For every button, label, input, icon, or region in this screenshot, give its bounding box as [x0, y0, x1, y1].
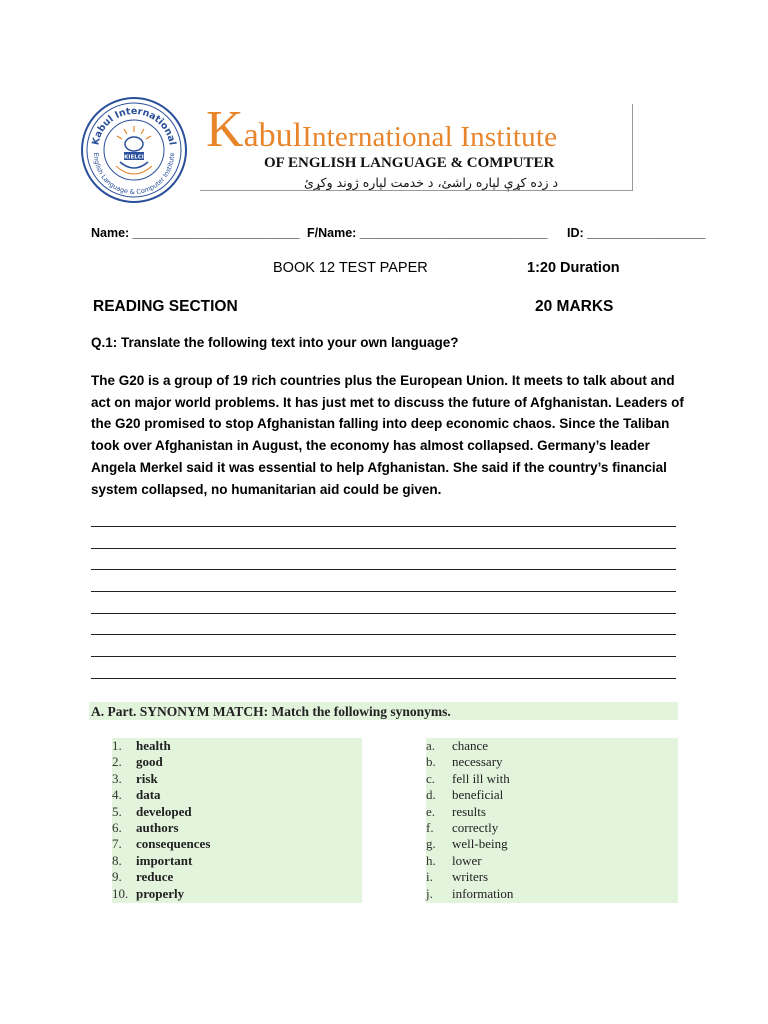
item-word: reduce: [136, 869, 174, 885]
list-item: [426, 754, 678, 770]
item-number: 3.: [112, 770, 122, 786]
item-letter: d.: [426, 787, 436, 803]
list-item: [426, 853, 678, 869]
item-number: 7.: [112, 836, 122, 852]
list-item: [112, 886, 362, 902]
question-1: Q.1: Translate the following text into your own language?: [91, 335, 459, 350]
institute-banner: [200, 101, 633, 191]
list-item: [426, 771, 678, 787]
logo-seal-icon: [80, 96, 188, 204]
list-item: [112, 754, 362, 770]
institute-name: [206, 101, 558, 158]
answer-area[interactable]: [91, 526, 676, 679]
list-item: [426, 886, 678, 902]
item-word: health: [136, 738, 171, 753]
item-word: information: [452, 885, 514, 901]
list-item: [112, 738, 362, 754]
list-item: [112, 787, 362, 803]
answer-line[interactable]: [91, 592, 676, 614]
student-info-row: [91, 226, 705, 240]
svg-text:KIELCI: KIELCI: [124, 154, 144, 161]
item-word: risk: [136, 770, 158, 786]
answer-line[interactable]: [91, 527, 676, 549]
list-item: [112, 853, 362, 869]
item-number: 5.: [112, 803, 122, 819]
answer-line[interactable]: [91, 657, 676, 679]
item-word: consequences: [136, 836, 211, 852]
reading-passage: [91, 370, 684, 500]
passage-line: Angela Merkel said it was essential to help Afghanistan. She said if the country’s financial: [91, 459, 667, 475]
institute-name-initial: K: [206, 101, 244, 158]
answer-line[interactable]: [91, 635, 676, 657]
answer-line[interactable]: [91, 570, 676, 592]
svg-text:English Language & Computer In: English Language & Computer Institute: [91, 152, 177, 197]
list-item: [426, 836, 678, 852]
item-letter: f.: [426, 819, 434, 835]
id-field[interactable]: ID: _________________: [567, 226, 706, 240]
item-number: 1.: [112, 738, 122, 753]
item-word: results: [452, 803, 486, 819]
item-letter: j.: [426, 885, 433, 901]
item-letter: i.: [426, 869, 433, 885]
institute-name-kabul: abul: [243, 117, 303, 154]
list-item: [426, 804, 678, 820]
item-word: lower: [452, 852, 482, 868]
list-item: [112, 771, 362, 787]
passage-line: the G20 promised to stop Afghanistan falling into deep economic chaos. Since the Taliban: [91, 416, 670, 432]
item-number: 10.: [112, 885, 129, 901]
answer-line[interactable]: [91, 614, 676, 636]
item-word: authors: [136, 819, 179, 835]
synonym-heading: A. Part. SYNONYM MATCH: Match the following synonyms.: [89, 702, 678, 720]
item-word: writers: [452, 869, 489, 885]
item-letter: a.: [426, 738, 436, 753]
institute-name-rest: International Institute: [302, 121, 558, 153]
item-word: properly: [136, 885, 185, 901]
synonym-match-list: [426, 738, 678, 903]
item-letter: g.: [426, 836, 436, 852]
section-marks: 20 MARKS: [535, 298, 614, 315]
item-letter: c.: [426, 770, 436, 786]
paper-duration: 1:20 Duration: [527, 260, 620, 276]
item-letter: e.: [426, 803, 436, 819]
item-word: beneficial: [452, 787, 504, 803]
answer-line[interactable]: [91, 549, 676, 571]
list-item: [112, 804, 362, 820]
list-item: [426, 738, 678, 754]
item-word: important: [136, 852, 193, 868]
item-word: developed: [136, 803, 192, 819]
item-word: correctly: [452, 819, 499, 835]
list-item: [426, 820, 678, 836]
name-field[interactable]: Name: ________________________: [91, 226, 300, 240]
item-letter: h.: [426, 852, 436, 868]
item-number: 4.: [112, 787, 122, 803]
institute-subtitle: OF ENGLISH LANGUAGE & COMPUTER: [264, 155, 555, 171]
item-word: fell ill with: [452, 770, 510, 786]
item-word: necessary: [452, 754, 503, 770]
list-item: [112, 869, 362, 885]
item-word: chance: [452, 738, 489, 753]
list-item: [426, 787, 678, 803]
section-title: READING SECTION: [93, 298, 238, 315]
father-name-field[interactable]: F/Name: ___________________________: [307, 226, 548, 240]
passage-line: took over Afghanistan in August, the economy has almost collapsed. Germany’s leader: [91, 438, 650, 454]
list-item: [112, 820, 362, 836]
item-number: 9.: [112, 869, 122, 885]
item-letter: b.: [426, 754, 436, 770]
item-number: 6.: [112, 819, 122, 835]
item-word: well-being: [452, 836, 508, 852]
list-item: [112, 836, 362, 852]
item-number: 2.: [112, 754, 122, 770]
item-word: data: [136, 787, 161, 803]
item-number: 8.: [112, 852, 122, 868]
item-word: good: [136, 754, 163, 770]
institute-logo: [80, 96, 188, 204]
list-item: [426, 869, 678, 885]
paper-title: BOOK 12 TEST PAPER: [273, 260, 428, 276]
svg-text:Kabul International: Kabul International: [90, 105, 178, 147]
institute-motto: د زده کړې لپاره راشئ، د خدمت لپاره ژوند وکړئ: [304, 175, 559, 190]
passage-line: The G20 is a group of 19 rich countries plus the European Union. It meets to talk about and: [91, 373, 675, 388]
synonym-word-list: [112, 738, 362, 903]
passage-line: act on major world problems. It has just met to discuss the future of Afghanistan. Leaders of: [91, 394, 684, 410]
passage-line: system collapsed, no humanitarian aid could be given.: [91, 481, 442, 497]
